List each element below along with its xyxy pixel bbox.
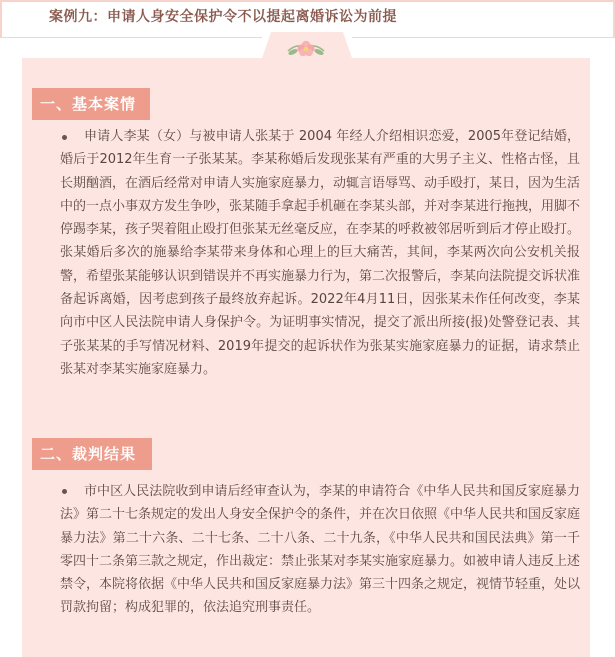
case-title: 案例九：申请人身安全保护令不以提起离婚诉讼为前提 [49,9,397,25]
section-heading-basic-facts: 一、基本案情 [32,88,150,120]
pink-flower-icon [282,36,330,60]
section-heading-judgment-result: 二、裁判结果 [32,438,152,470]
divider-right [352,37,615,38]
judgment-result-paragraph: 市中区人民法院收到申请后经审查认为，李某的申请符合《中华人民共和国反家庭暴力法》第二十七条规定的发出人身安全保护令的条件，并在次日依照《中华人民共和国反家庭暴力法》第二十六条、二十七条、二十八条、二十九条，《中华人民共和国民法典》第一千零四十二条第三款之规定，作出裁定：禁止张某对李某实施家庭暴力。如被申请人违反上述禁令，本院将依据《中华人民共和国反家庭暴力法》第三十四条之规定，视情节轻重，处以罚款拘留；构成犯罪的，依法追究刑事责任。 [60,484,581,616]
divider-left [0,37,262,38]
basic-facts-paragraph: 申请人李某（女）与被申请人张某于 2004 年经人介绍相识恋爱，2005年登记结婚，婚后于2012年生育一子张某某。李某称婚后发现张某有严重的大男子主义、性格古怪，且长期酗酒，在酒后经常对申请人实施家庭暴力，动辄言语辱骂、动手殴打，某日，因为生活中的一点小事双方发生争吵，张某随手拿起手机砸在李某头部，并对李某进行拖拽，用脚不停踢李某，孩子哭着阻止殴打但张某无丝毫反应，在李某的呼救被邻居听到后才停止殴打。张某婚后多次的施暴给李某带来身体和心理上的巨大痛苦，其间，李某两次向公安机关报警，希望张某能够认识到错误并不再实施暴力行为，第二次报警后，李某向法院提交诉状准备起诉离婚，因考虑到孩子最终放弃起诉。2022年4月11日，因张某未作任何改变，李某向市中区人民法院申请人身保护令。为证明事实情况，提交了派出所接(报)处警登记表、其子张某某的手写情况材料、2019年提交的起诉状作为张某实施家庭暴力的证据，请求禁止张某对李某实施家庭暴力。 [60,129,581,377]
